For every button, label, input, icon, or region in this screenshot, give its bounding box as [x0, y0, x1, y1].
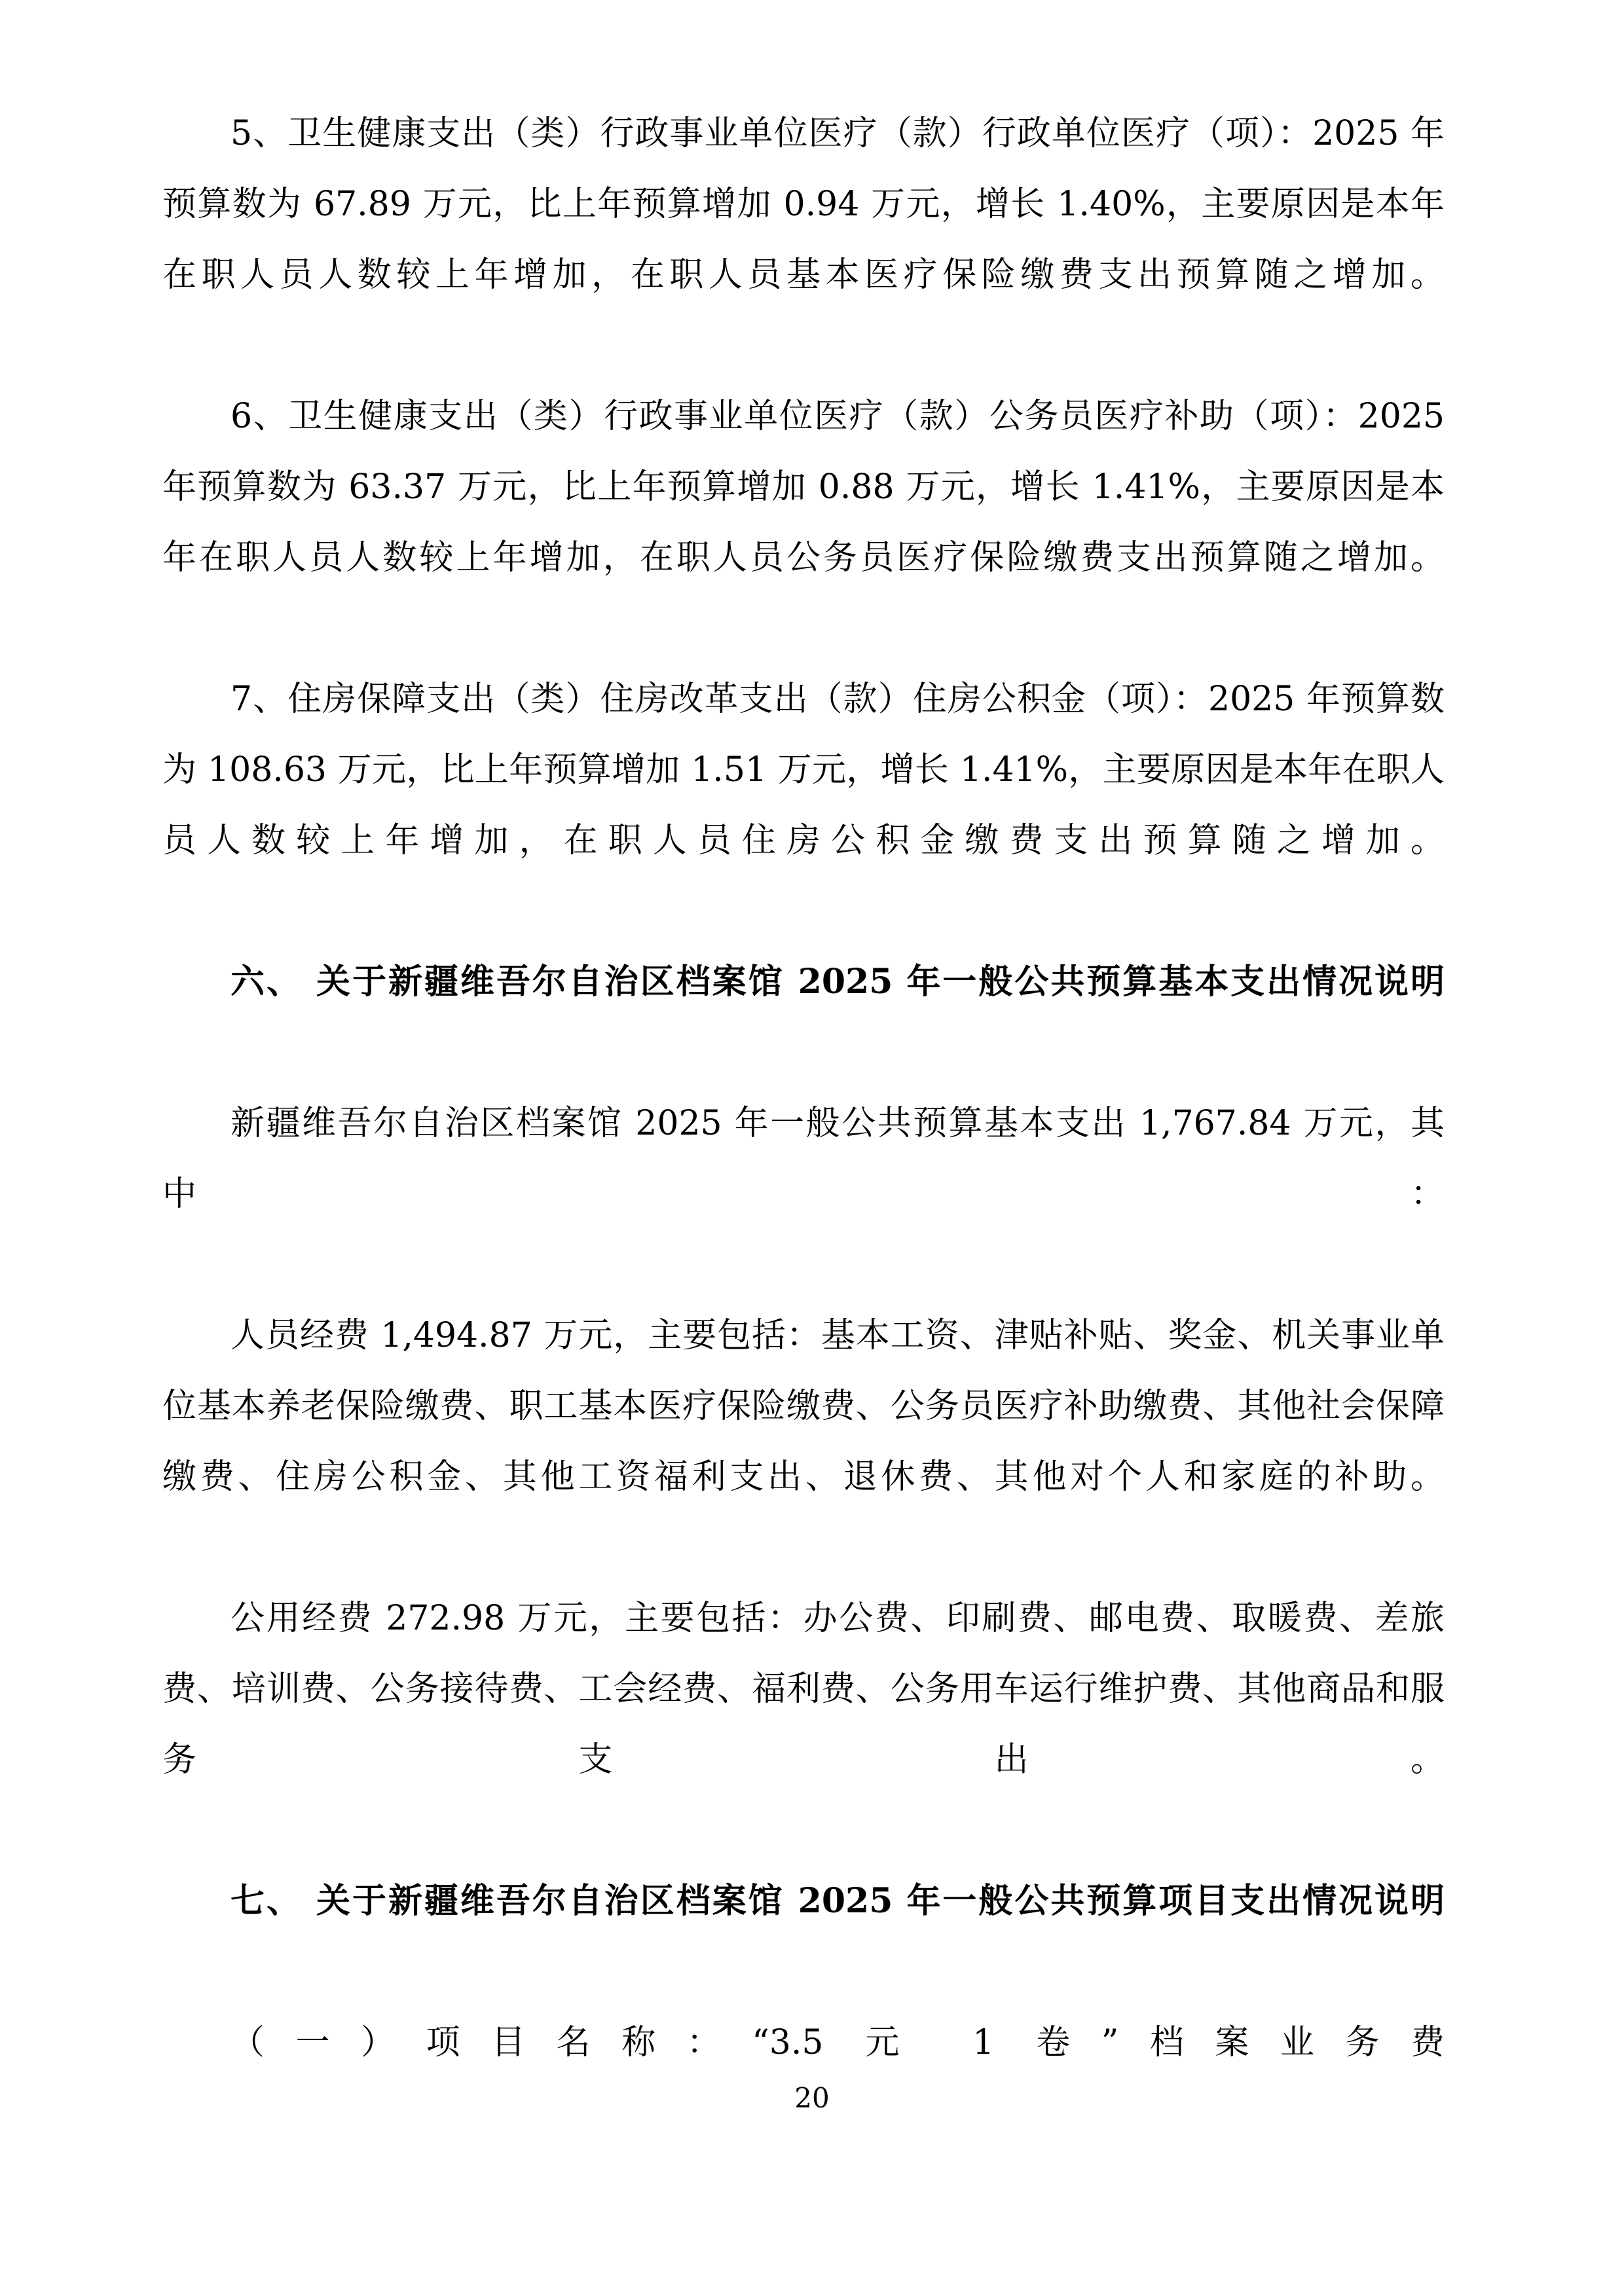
paragraph-public-expenses: 公用经费 272.98 万元，主要包括：办公费、印刷费、邮电费、取暖费、差旅费、培训费、公务接待费、工会经费、福利费、公务用车运行维护费、其他商品和服务支出。 [162, 1599, 1445, 1779]
paragraph-item-7: 7、住房保障支出（类）住房改革支出（款）住房公积金（项）：2025 年预算数为 108.63 万元，比上年预算增加 1.51 万元，增长 1.41%，主要原因是本年在职人员人数较上年增加，在职人员住房公积金缴费支出预算随之增加。 [162, 680, 1445, 860]
section-six-heading: 六、 关于新疆维吾尔自治区档案馆 2025 年一般公共预算基本支出情况说明 [231, 962, 1445, 1002]
section-seven-heading: 七、 关于新疆维吾尔自治区档案馆 2025 年一般公共预算项目支出情况说明 [231, 1881, 1445, 1921]
document-body [162, 98, 1445, 2149]
paragraph-item-6: 6、卫生健康支出（类）行政事业单位医疗（款）公务员医疗补助（项）：2025 年预算数为 63.37 万元，比上年预算增加 0.88 万元，增长 1.41%，主要原因是本年在职人员人数较上年增加，在职人员公务员医疗保险缴费支出预算随之增加。 [162, 397, 1445, 577]
paragraph-item-5: 5、卫生健康支出（类）行政事业单位医疗（款）行政单位医疗（项）：2025 年预算数为 67.89 万元，比上年预算增加 0.94 万元，增长 1.40%，主要原因是本年在职人员人数较上年增加，在职人员基本医疗保险缴费支出预算随之增加。 [162, 114, 1445, 295]
page-number: 20 [794, 2082, 830, 2114]
paragraph-section-six-intro: 新疆维吾尔自治区档案馆 2025 年一般公共预算基本支出 1,767.84 万元，其中： [162, 1104, 1445, 1214]
paragraph-project-name: （一）项目名称：“3.5 元 1 卷”档案业务费 [231, 2023, 1445, 2062]
paragraph-personnel-expenses: 人员经费 1,494.87 万元，主要包括：基本工资、津贴补贴、奖金、机关事业单位基本养老保险缴费、职工基本医疗保险缴费、公务员医疗补助缴费、其他社会保障缴费、住房公积金、其他工资福利支出、退休费、其他对个人和家庭的补助。 [162, 1316, 1445, 1497]
